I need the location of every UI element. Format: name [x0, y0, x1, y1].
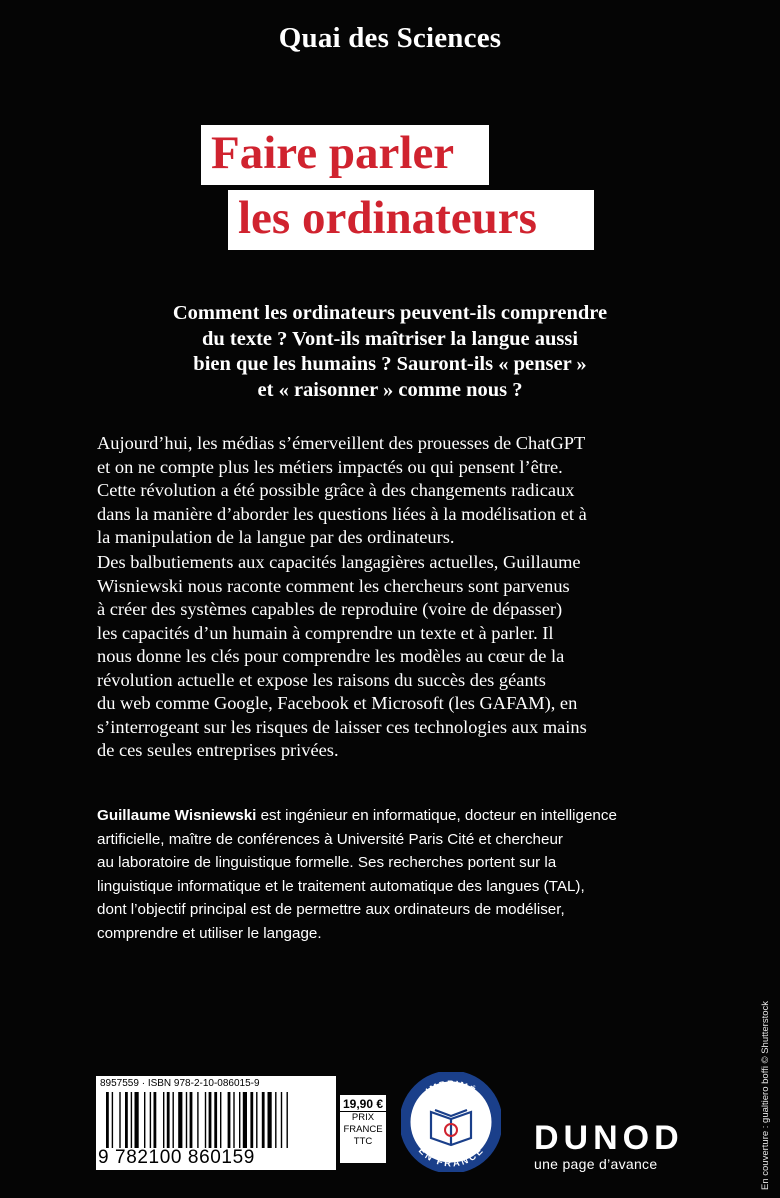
lead-questions	[60, 301, 720, 403]
title-line-1: Faire parler	[201, 125, 489, 185]
price-label: PRIX	[351, 1112, 375, 1123]
barcode-number: 9 782100 860159	[98, 1147, 255, 1168]
title-line-2: les ordinateurs	[228, 190, 594, 250]
text-line: Aujourd’hui, les médias s’émerveillent des prouesses de ChatGPT	[97, 433, 586, 453]
bio-line: comprendre et utiliser le langage.	[97, 924, 322, 942]
cover-credit: En couverture : gualtiero boffi © Shutterstock	[760, 1000, 771, 1190]
bio-line: linguistique informatique et le traitement automatique des langues (TAL),	[97, 877, 585, 895]
text-line: à créer des systèmes capables de reproduire (voire de dépasser)	[97, 599, 563, 619]
text-line: nous donne les clés pour comprendre les modèles au cœur de la	[97, 646, 565, 666]
barcode-bars	[100, 1092, 332, 1148]
text-line: et on ne compte plus les métiers impactés ou qui pensent l’être.	[97, 456, 563, 477]
badge-bottom-text: EN FRANCE	[416, 1145, 486, 1170]
paragraph-2	[97, 551, 687, 763]
publisher-tagline: une page d’avance	[534, 1156, 658, 1172]
barcode	[96, 1076, 336, 1170]
bio-line	[97, 804, 697, 828]
author-name: Guillaume Wisniewski	[97, 807, 257, 824]
text-line: dans la manière d’aborder les questions liées à la modélisation et à	[97, 503, 587, 524]
isbn-text: 8957559 · ISBN 978-2-10-086015-9	[100, 1078, 260, 1089]
publisher-name: DUNOD	[534, 1119, 684, 1157]
text-line: les capacités d’un humain à comprendre un texte et à parler. Il	[97, 622, 554, 643]
lead-line: et « raisonner » comme nous ?	[257, 378, 523, 401]
text-line: s’interrogeant sur les risques de laisser ces technologies aux mains	[97, 716, 587, 737]
bio-line: artificielle, maître de conférences à Université Paris Cité et chercheur	[97, 830, 563, 848]
price-box	[340, 1095, 386, 1163]
paragraph-1	[97, 432, 687, 550]
text-line: révolution actuelle et expose les raisons du succès des géants	[97, 669, 546, 690]
publisher-logo	[534, 1120, 686, 1172]
text-line: la manipulation de la langue par des ordinateurs.	[97, 527, 455, 547]
text-line: Cette révolution a été possible grâce à des changements radicaux	[97, 480, 575, 500]
lead-line: bien que les humains ? Sauront-ils « penser »	[193, 353, 587, 375]
price-value: 19,90 €	[340, 1095, 386, 1112]
text-line: Des balbutiements aux capacités langagières actuelles, Guillaume	[97, 552, 581, 572]
price-label: TTC	[353, 1136, 373, 1147]
bio-text: est ingénieur en informatique, docteur en intelligence	[256, 807, 617, 824]
lead-line: du texte ? Vont-ils maîtriser la langue aussi	[201, 327, 579, 350]
price-label: FRANCE	[343, 1124, 383, 1135]
series-title: Quai des Sciences	[278, 22, 502, 54]
text-line: du web comme Google, Facebook et Microsoft (les GAFAM), en	[97, 693, 578, 713]
author-bio	[97, 804, 697, 946]
bio-line: au laboratoire de linguistique formelle. Ses recherches portent sur la	[97, 854, 557, 872]
text-line: de ces seules entreprises privées.	[97, 740, 339, 760]
text-line: Wisniewski nous raconte comment les chercheurs sont parvenus	[97, 575, 570, 596]
printed-in-france-badge	[401, 1072, 501, 1172]
bio-line: dont l’objectif principal est de permettre aux ordinateurs de modéliser,	[97, 901, 565, 919]
badge-top-text: IMPRIMÉ	[424, 1079, 478, 1098]
lead-line: Comment les ordinateurs peuvent-ils comprendre	[172, 302, 608, 324]
